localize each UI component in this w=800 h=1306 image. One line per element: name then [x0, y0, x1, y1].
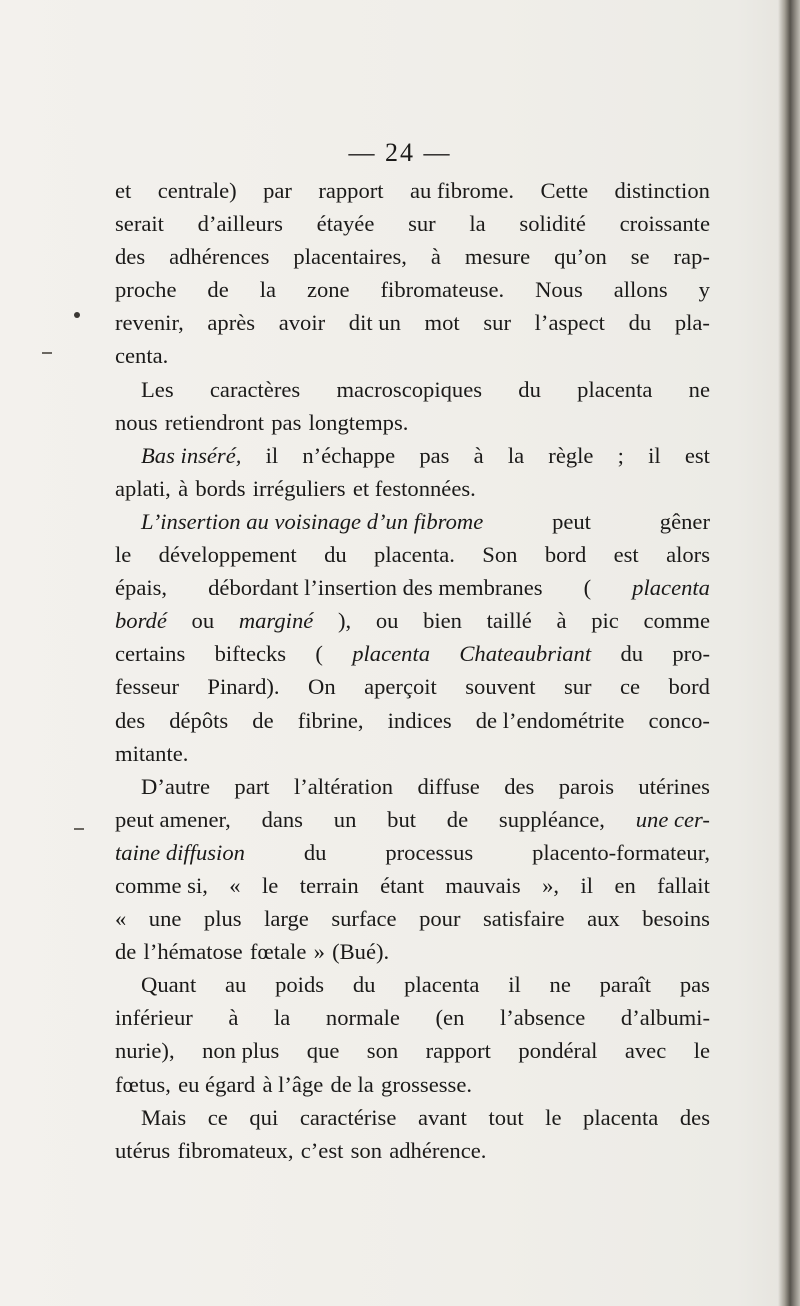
word: du — [324, 542, 347, 568]
text-line — [115, 406, 710, 439]
text-line — [115, 472, 710, 505]
italic-word: bordé — [115, 608, 167, 634]
text-line — [115, 770, 710, 803]
word: une — [148, 906, 182, 932]
word: pondéral — [518, 1038, 598, 1064]
word: du — [620, 641, 644, 667]
word: ; — [617, 442, 624, 468]
word: du — [628, 310, 652, 336]
word: et — [115, 178, 132, 203]
word: fibrine, — [297, 707, 364, 733]
word: ce — [207, 1104, 228, 1130]
word: Cette — [540, 178, 589, 203]
word: fœtale — [249, 939, 307, 965]
word: certains — [115, 641, 186, 667]
word: inférieur — [115, 1005, 193, 1031]
text-line — [115, 637, 710, 670]
word: du — [352, 972, 376, 998]
word: aux — [587, 906, 620, 932]
word: centrale) — [157, 178, 237, 203]
italic-word: L’insertion au voisinage d’un fibrome — [141, 508, 484, 534]
word: de — [115, 939, 137, 965]
word: son — [366, 1038, 399, 1064]
word: pas — [679, 972, 710, 998]
word: pro- — [672, 641, 710, 667]
word: parois — [558, 773, 614, 799]
italic-word: placenta — [352, 641, 431, 667]
page-binding-edge — [778, 0, 800, 1306]
word: le — [115, 542, 132, 568]
word: non plus — [202, 1038, 280, 1064]
word: », — [542, 872, 560, 898]
word: Nous — [535, 277, 583, 303]
word: un — [333, 806, 357, 832]
word: part — [234, 773, 270, 799]
word: fibromateux, — [177, 1137, 294, 1163]
word: de l’endométrite — [475, 707, 625, 733]
word: surface — [331, 906, 397, 932]
text-line — [115, 704, 710, 737]
word: pla- — [674, 310, 710, 336]
word: rap- — [673, 244, 710, 270]
word: ne — [688, 376, 710, 402]
word: le — [261, 872, 279, 898]
word: fœtus, — [115, 1071, 171, 1097]
word: ( — [583, 575, 592, 601]
text-line — [115, 1068, 710, 1101]
word: qu’on — [554, 244, 607, 270]
word: à — [430, 244, 441, 270]
word: taillé — [486, 608, 532, 634]
word: alors — [666, 542, 710, 568]
word: revenir, — [115, 310, 184, 336]
word: par — [263, 178, 292, 203]
text-line — [115, 902, 710, 935]
text-line — [115, 174, 710, 207]
word: biftecks — [214, 641, 287, 667]
word: gêner — [659, 508, 710, 534]
italic-word: Bas inséré, — [141, 442, 242, 468]
word: son — [350, 1137, 382, 1163]
word: c’est — [300, 1137, 344, 1163]
word: fallait — [657, 872, 710, 898]
word: suppléance, — [498, 806, 605, 832]
word: centa. — [115, 343, 169, 369]
word: de — [446, 806, 469, 832]
word: des — [115, 244, 146, 270]
word: Quant — [141, 972, 197, 998]
word: le — [693, 1038, 710, 1064]
word: bord — [544, 542, 587, 568]
word: étant — [380, 872, 424, 898]
word: de — [207, 277, 229, 303]
word: adhérences — [169, 244, 270, 270]
italic-word: Chateaubriant — [459, 641, 592, 667]
word: mauvais — [445, 872, 521, 898]
word: l’aspect — [534, 310, 605, 336]
word: peut — [552, 508, 591, 534]
word: après — [207, 310, 256, 336]
word: aperçoit — [364, 674, 437, 700]
word: pour — [419, 906, 461, 932]
word: terrain — [299, 872, 359, 898]
word: ne — [549, 972, 571, 998]
word: la — [274, 1005, 291, 1031]
word: à l’âge — [262, 1071, 324, 1097]
word: il — [265, 442, 279, 468]
text-line — [115, 1001, 710, 1034]
word: placenta. — [374, 542, 455, 568]
word: large — [264, 906, 309, 932]
margin-ink-spot — [74, 312, 80, 318]
word: placento-formateur, — [532, 839, 710, 865]
text-line — [115, 240, 710, 273]
word: le — [545, 1104, 562, 1130]
word: du — [518, 376, 541, 402]
word: bien — [423, 608, 462, 634]
word: à — [473, 442, 484, 468]
text-line — [115, 1034, 710, 1067]
word: fibromateuse. — [380, 277, 505, 303]
word: au — [224, 972, 247, 998]
text-line — [115, 670, 710, 703]
word: des — [115, 707, 146, 733]
word: des — [504, 773, 535, 799]
word: retiendront — [164, 409, 265, 435]
word: dit un — [348, 310, 401, 336]
word: au fibrome. — [409, 178, 515, 203]
word: se — [630, 244, 650, 270]
word: caractérise — [299, 1104, 397, 1130]
word: On — [308, 674, 336, 700]
word: mitante. — [115, 740, 189, 766]
word: ce — [620, 674, 641, 700]
word: est — [613, 542, 639, 568]
word: des — [679, 1104, 710, 1130]
word: que — [306, 1038, 340, 1064]
word: étayée — [316, 211, 375, 237]
word: utérus — [115, 1137, 171, 1163]
word: de — [252, 707, 274, 733]
word: pas — [419, 442, 450, 468]
word: caractères — [209, 376, 301, 402]
word: débordant l’insertion des membranes — [208, 575, 543, 601]
margin-mark — [74, 828, 84, 830]
text-line — [115, 968, 710, 1001]
word: zone — [306, 277, 350, 303]
text-line — [115, 373, 710, 406]
text-line — [115, 803, 710, 836]
text-line — [115, 306, 710, 339]
word: diffuse — [417, 773, 480, 799]
word: n’échappe — [302, 442, 396, 468]
word: il — [648, 442, 661, 468]
word: D’autre — [141, 773, 210, 799]
word: nous — [115, 409, 158, 435]
word: mesure — [464, 244, 531, 270]
word: « — [115, 906, 127, 932]
word: y — [698, 277, 710, 303]
word: dépôts — [169, 707, 229, 733]
word: comme — [643, 608, 710, 634]
word: but — [387, 806, 417, 832]
word: tout — [488, 1104, 524, 1130]
word: macroscopiques — [336, 376, 483, 402]
word: plus — [203, 906, 242, 932]
word: la — [507, 442, 525, 468]
word: bord — [668, 674, 710, 700]
word: Les — [141, 376, 174, 402]
word: irréguliers — [252, 475, 346, 501]
word: bords — [195, 475, 246, 501]
word: sur — [483, 310, 511, 336]
word: qui — [249, 1104, 279, 1130]
word: nurie), — [115, 1038, 175, 1064]
word: l’absence — [499, 1005, 586, 1031]
word: épais, — [115, 575, 168, 601]
word: il — [508, 972, 521, 998]
word: avoir — [278, 310, 326, 336]
word: pic — [591, 608, 619, 634]
page-number: — 24 — — [348, 138, 452, 167]
text-line — [115, 869, 710, 902]
word: du — [303, 839, 327, 865]
text-line — [115, 737, 710, 770]
word: placentaires, — [293, 244, 407, 270]
text-line — [115, 935, 710, 968]
word: à — [178, 475, 189, 501]
word: « — [229, 872, 241, 898]
word: conco- — [648, 707, 710, 733]
word: en — [614, 872, 636, 898]
word: (Bué). — [332, 939, 390, 965]
word: dans — [261, 806, 303, 832]
text-line — [115, 273, 710, 306]
word: comme si, — [115, 872, 208, 898]
word: développement — [158, 542, 297, 568]
word: distinction — [614, 178, 710, 203]
word: eu égard — [178, 1071, 256, 1097]
word: grossesse. — [381, 1071, 473, 1097]
margin-mark — [42, 352, 52, 354]
word: indices — [387, 707, 452, 733]
word: sur — [563, 674, 592, 700]
text-line — [115, 538, 710, 571]
word: pas — [271, 409, 302, 435]
word: allons — [613, 277, 668, 303]
word: la — [259, 277, 276, 303]
word: peut amener, — [115, 806, 231, 832]
word: à — [228, 1005, 239, 1031]
word: (en — [435, 1005, 465, 1031]
word: solidité — [519, 211, 586, 237]
italic-word: marginé — [238, 608, 314, 634]
word: mot — [424, 310, 460, 336]
word: d’ailleurs — [197, 211, 283, 237]
word: ou — [191, 608, 215, 634]
word: Pinard). — [207, 674, 280, 700]
word: avant — [417, 1104, 467, 1130]
text-line — [115, 836, 710, 869]
word: il — [580, 872, 594, 898]
text-line — [115, 339, 710, 372]
word: normale — [325, 1005, 400, 1031]
word: besoins — [642, 906, 710, 932]
word: rapport — [318, 178, 384, 203]
word: ), — [337, 608, 352, 634]
word: souvent — [465, 674, 536, 700]
word: satisfaire — [483, 906, 565, 932]
word: placenta — [404, 972, 480, 998]
word: ( — [315, 641, 323, 667]
text-line — [115, 439, 710, 472]
word: » — [313, 939, 325, 965]
text-line — [115, 571, 710, 604]
word: l’hématose — [143, 939, 243, 965]
word: longtemps. — [308, 409, 409, 435]
word: croissante — [619, 211, 710, 237]
italic-word: une cer- — [635, 806, 710, 832]
italic-word: taine diffusion — [115, 839, 245, 865]
word: proche — [115, 277, 177, 303]
word: placenta — [583, 1104, 659, 1130]
word: Son — [482, 542, 518, 568]
word: utérines — [638, 773, 710, 799]
word: est — [684, 442, 710, 468]
word: règle — [548, 442, 594, 468]
body-text — [115, 174, 710, 1167]
word: adhérence. — [389, 1137, 487, 1163]
word: Mais — [141, 1104, 187, 1130]
word: sur — [408, 211, 436, 237]
word: de la — [330, 1071, 374, 1097]
italic-word: placenta — [632, 575, 710, 601]
text-line — [115, 1101, 710, 1134]
word: la — [469, 211, 486, 237]
word: rapport — [425, 1038, 491, 1064]
word: processus — [385, 839, 474, 865]
text-line — [115, 604, 710, 637]
text-line — [115, 207, 710, 240]
text-line — [115, 505, 710, 538]
word: ou — [375, 608, 399, 634]
word: fesseur — [115, 674, 179, 700]
text-line — [115, 1134, 710, 1167]
word: paraît — [599, 972, 652, 998]
word: placenta — [577, 376, 653, 402]
word: poids — [275, 972, 325, 998]
word: à — [556, 608, 567, 634]
word: avec — [624, 1038, 667, 1064]
word: et festonnées. — [352, 475, 476, 501]
word: d’albumi- — [620, 1005, 710, 1031]
word: l’altération — [293, 773, 394, 799]
word: serait — [115, 211, 164, 237]
word: aplati, — [115, 475, 171, 501]
